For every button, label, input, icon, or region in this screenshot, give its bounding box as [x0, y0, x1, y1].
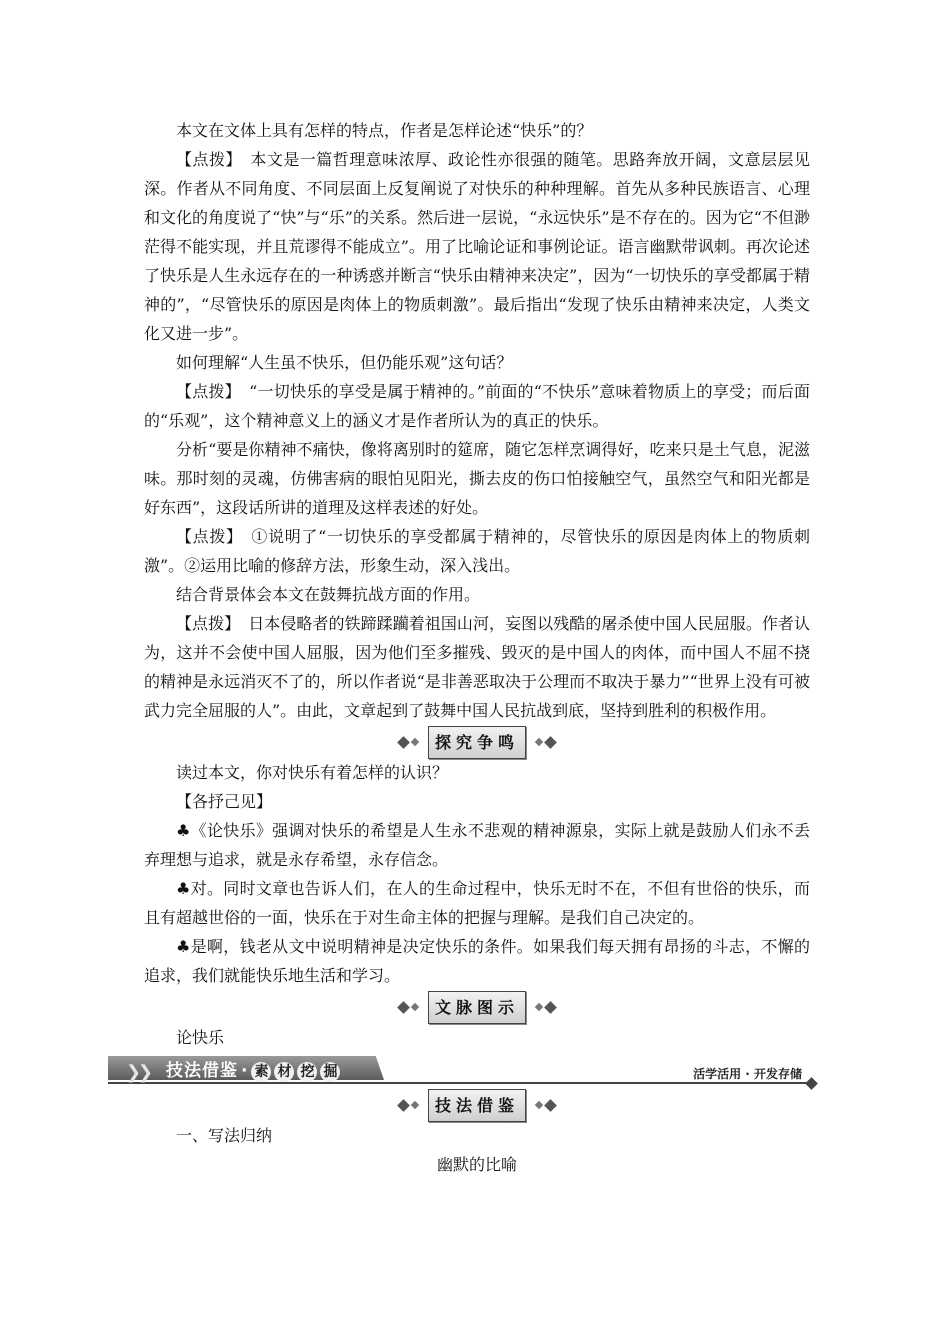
question-3: 分析“要是你精神不痛快，像将离别时的筵席，随它怎样烹调得好，吃来只是土气息，泥滋味。那时刻的灵魂，仿佛害病的眼怕见阳光，撕去皮的伤口怕接触空气，虽然空气和阳光都是好东西”，这段话所讲的道理及这样表述的好处。	[144, 440, 810, 517]
chevron-right-icon: ❯	[138, 1062, 154, 1083]
section-title-diagram: 文脉图示	[428, 991, 526, 1024]
question-2: 如何理解“人生虽不快乐，但仍能乐观”这句话？	[176, 353, 513, 372]
opinion-2: ♣对。同时文章也告诉人们，在人的生命过程中，快乐无时不在，不但有世俗的快乐，而且有超越世俗的一面，快乐在于对生命主体的把握与理解。是我们自己决定的。	[144, 879, 810, 927]
banner-char: 掘	[320, 1062, 340, 1082]
answer-2: 【点拨】 “一切快乐的享受是属于精神的。”前面的“不快乐”意味着物质上的享受；而后面的“乐观”，这个精神意义上的涵义才是作者所认为的真正的快乐。	[144, 382, 810, 430]
diamond-left-icon	[399, 1003, 418, 1012]
banner-right-text: 活学活用 · 开发存储	[693, 1067, 802, 1081]
banner-char: 素	[251, 1062, 271, 1082]
question-4: 结合背景体会本文在鼓舞抗战方面的作用。	[176, 585, 481, 604]
opinion-3: ♣是啊，钱老从文中说明精神是决定快乐的条件。如果我们每天拥有昂扬的斗志，不懈的追求，我们就能快乐地生活和学习。	[144, 937, 810, 985]
banner-title-part1: 技法借鉴	[166, 1061, 238, 1081]
section-title-explore: 探究争鸣	[428, 726, 526, 759]
banner-separator: ·	[241, 1061, 249, 1081]
technique-subtitle: 幽默的比喻	[436, 1155, 517, 1174]
answer-4: 【点拨】 日本侵略者的铁蹄蹂躏着祖国山河，妄图以残酷的屠杀使中国人民屈服。作者认为，这并不会使中国人屈服，因为他们至多摧残、毁灭的是中国人的肉体，而中国人不屈不挠的精神是永远消灭不了的，所以作者说“是非善恶取决于公理而不取决于暴力”“世界上没有可被武力完全屈服的人”。由此，文章起到了鼓舞中国人民抗战到底，坚持到胜利的积极作用。	[144, 614, 810, 720]
page-content	[126, 116, 810, 1179]
diamond-right-icon	[536, 1003, 555, 1012]
diamond-right-icon	[536, 1101, 555, 1110]
chevron-right-icon: ❯	[126, 1062, 142, 1083]
discussion-label: 【各抒己见】	[176, 792, 273, 811]
chapter-banner	[108, 1056, 814, 1084]
section-header-diagram	[144, 992, 810, 1022]
question-1: 本文在文体上具有怎样的特点，作者是怎样论述“快乐”的？	[176, 121, 593, 140]
banner-title	[166, 1057, 340, 1086]
diagram-title: 论快乐	[176, 1028, 225, 1047]
answer-3: 【点拨】 ①说明了“一切快乐的享受都属于精神的，尽管快乐的原因是肉体上的物质刺激”。②运用比喻的修辞方法，形象生动，深入浅出。	[144, 527, 810, 575]
banner-char: 材	[274, 1062, 294, 1082]
technique-heading: 一、写法归纳	[176, 1126, 273, 1145]
section-header-technique	[144, 1090, 810, 1120]
diamond-end-icon	[805, 1077, 818, 1090]
answer-1: 【点拨】 本文是一篇哲理意味浓厚、政论性亦很强的随笔。思路奔放开阔，文意层层见深。作者从不同角度、不同层面上反复阐说了对快乐的种种理解。首先从多种民族语言、心理和文化的角度说了“快”与“乐”的关系。然后进一层说，“永远快乐”是不存在的。因为它“不但渺茫得不能实现，并且荒谬得不能成立”。用了比喻论证和事例论证。语言幽默带讽刺。再次论述了快乐是人生永远存在的一种诱惑并断言“快乐由精神来决定”，因为“一切快乐的享受都属于精神的”，“尽管快乐的原因是肉体上的物质刺激”。最后指出“发现了快乐由精神来决定，人类文化又进一步”。	[144, 150, 810, 343]
diamond-right-icon	[536, 738, 555, 747]
section-title-technique: 技法借鉴	[428, 1089, 526, 1122]
banner-char: 挖	[297, 1062, 317, 1082]
discussion-question: 读过本文，你对快乐有着怎样的认识？	[176, 763, 449, 782]
diamond-left-icon	[399, 738, 418, 747]
diamond-left-icon	[399, 1101, 418, 1110]
opinion-1: ♣《论快乐》强调对快乐的希望是人生永不悲观的精神源泉，实际上就是鼓励人们永不丢弃理想与追求，就是永存希望，永存信念。	[144, 821, 810, 869]
section-header-explore	[144, 727, 810, 757]
